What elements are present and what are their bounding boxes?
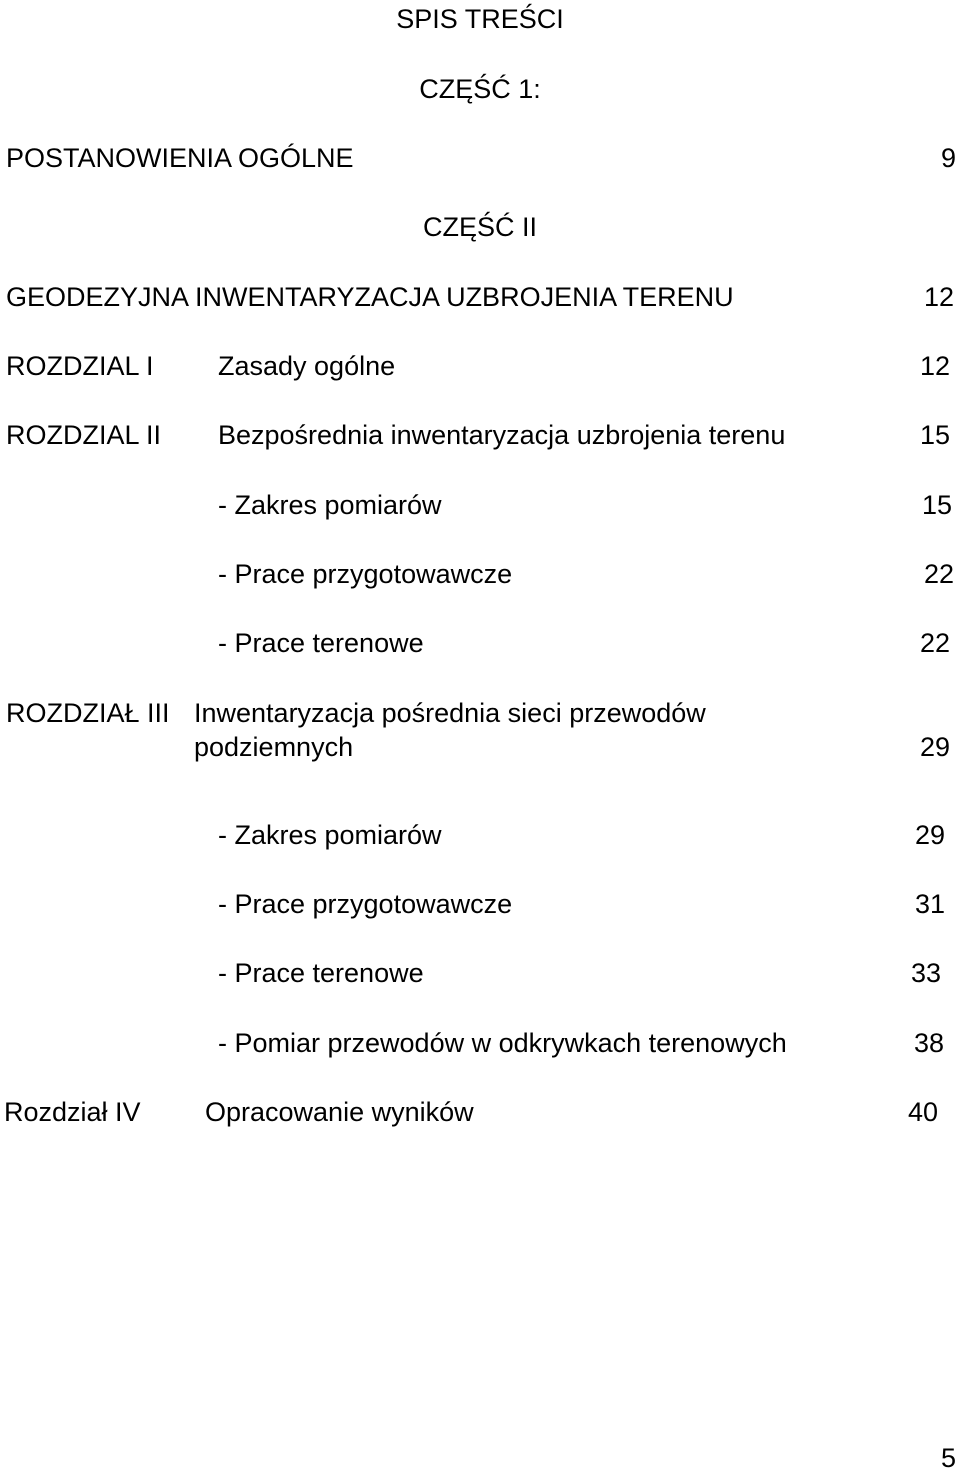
chapter3-item-text: - Prace terenowe (218, 958, 424, 988)
part2-entry-label: GEODEZYJNA INWENTARYZACJA UZBROJENIA TERENU (6, 282, 734, 312)
chapter2-label: ROZDZIAL II (6, 420, 162, 450)
chapter2-item-page: 22 (919, 628, 950, 658)
chapter1-page: 12 (919, 351, 950, 381)
chapter3-item-page: 29 (914, 820, 945, 850)
chapter2-item-text: - Zakres pomiarów (218, 490, 442, 520)
chapter4-label: Rozdział IV (4, 1097, 141, 1127)
part2-heading: CZĘŚĆ II (422, 212, 537, 242)
toc-title: SPIS TREŚCI (396, 4, 564, 34)
chapter3-item-text: - Prace przygotowawcze (218, 889, 513, 919)
part1-entry-page: 9 (940, 143, 956, 173)
chapter3-item-text: - Zakres pomiarów (218, 820, 442, 850)
part2-entry-page: 12 (923, 282, 954, 312)
chapter3-label: ROZDZIAŁ III (6, 698, 170, 728)
chapter3-item-page: 31 (914, 889, 945, 919)
chapter2-page: 15 (919, 420, 950, 450)
chapter3-title-line2: podziemnych (194, 732, 354, 762)
chapter4-page: 40 (907, 1097, 938, 1127)
page-number: 5 (940, 1443, 956, 1473)
chapter2-title: Bezpośrednia inwentaryzacja uzbrojenia terenu (218, 420, 786, 450)
chapter3-title-line1: Inwentaryzacja pośrednia sieci przewodów (194, 698, 706, 728)
chapter4-title: Opracowanie wyników (205, 1097, 474, 1127)
part1-heading: CZĘŚĆ 1: (419, 74, 541, 104)
chapter2-item-text: - Prace terenowe (218, 628, 424, 658)
chapter1-label: ROZDZIAL I (6, 351, 154, 381)
chapter3-item-text: - Pomiar przewodów w odkrywkach terenowych (218, 1028, 787, 1058)
chapter3-page: 29 (919, 732, 950, 762)
part1-entry-label: POSTANOWIENIA OGÓLNE (6, 143, 354, 173)
chapter3-item-page: 38 (913, 1028, 944, 1058)
chapter3-item-page: 33 (910, 958, 941, 988)
chapter1-title: Zasady ogólne (218, 351, 396, 381)
chapter2-item-page: 22 (923, 559, 954, 589)
chapter2-item-page: 15 (921, 490, 952, 520)
chapter2-item-text: - Prace przygotowawcze (218, 559, 513, 589)
